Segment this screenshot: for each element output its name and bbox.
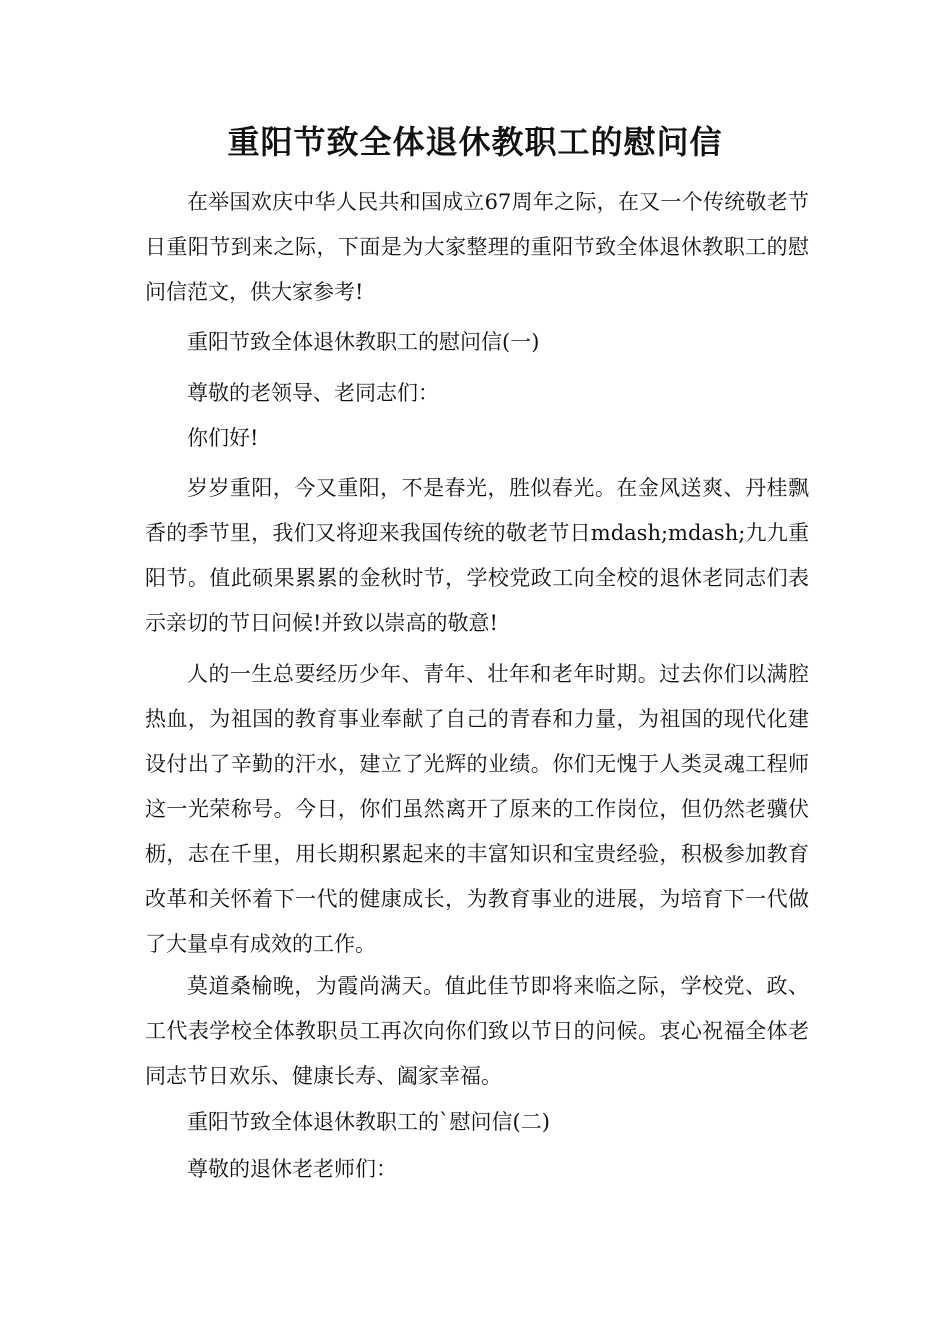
body-paragraph-three: 莫道桑榆晚，为霞尚满天。值此佳节即将来临之际，学校党、政、工代表学校全体教职员工再次向你们致以节日的问候。衷心祝福全体老同志节日欢乐、健康长寿、阖家幸福。: [145, 974, 809, 1088]
document-title: 重阳节致全体退休教职工的慰问信: [227, 123, 723, 161]
greeting: 你们好!: [187, 426, 259, 450]
body-paragraph-two: 人的一生总要经历少年、青年、壮年和老年时期。过去你们以满腔热血，为祖国的教育事业奉献了自己的青春和力量，为祖国的现代化建设付出了辛勤的汗水，建立了光辉的业绩。你们无愧于人类灵魂工程师这一光荣称号。今日，你们虽然离开了原来的工作岗位，但仍然老骥伏枥，志在千里，用长期积累起来的丰富知识和宝贵经验，积极参加教育改革和关怀着下一代的健康成长，为教育事业的进展，为培育下一代做了大量卓有成效的工作。: [145, 662, 809, 956]
section-heading-one: 重阳节致全体退休教职工的慰问信(一): [187, 330, 540, 354]
body-paragraph-one: 岁岁重阳，今又重阳，不是春光，胜似春光。在金风送爽、丹桂飘香的季节里，我们又将迎来我国传统的敬老节日mdash;mdash;九九重阳节。值此硕果累累的金秋时节，学校党政工向全校的退休老同志们表示亲切的节日问候!并致以崇高的敬意!: [145, 476, 809, 635]
intro-paragraph: 在举国欢庆中华人民共和国成立67周年之际，在又一个传统敬老节日重阳节到来之际，下面是为大家整理的重阳节致全体退休教职工的慰问信范文，供大家参考!: [145, 190, 809, 304]
section-heading-two: 重阳节致全体退休教职工的`慰问信(二): [187, 1110, 550, 1134]
salutation-two: 尊敬的退休老老师们：: [187, 1157, 397, 1181]
salutation-one: 尊敬的老领导、老同志们：: [187, 381, 439, 405]
